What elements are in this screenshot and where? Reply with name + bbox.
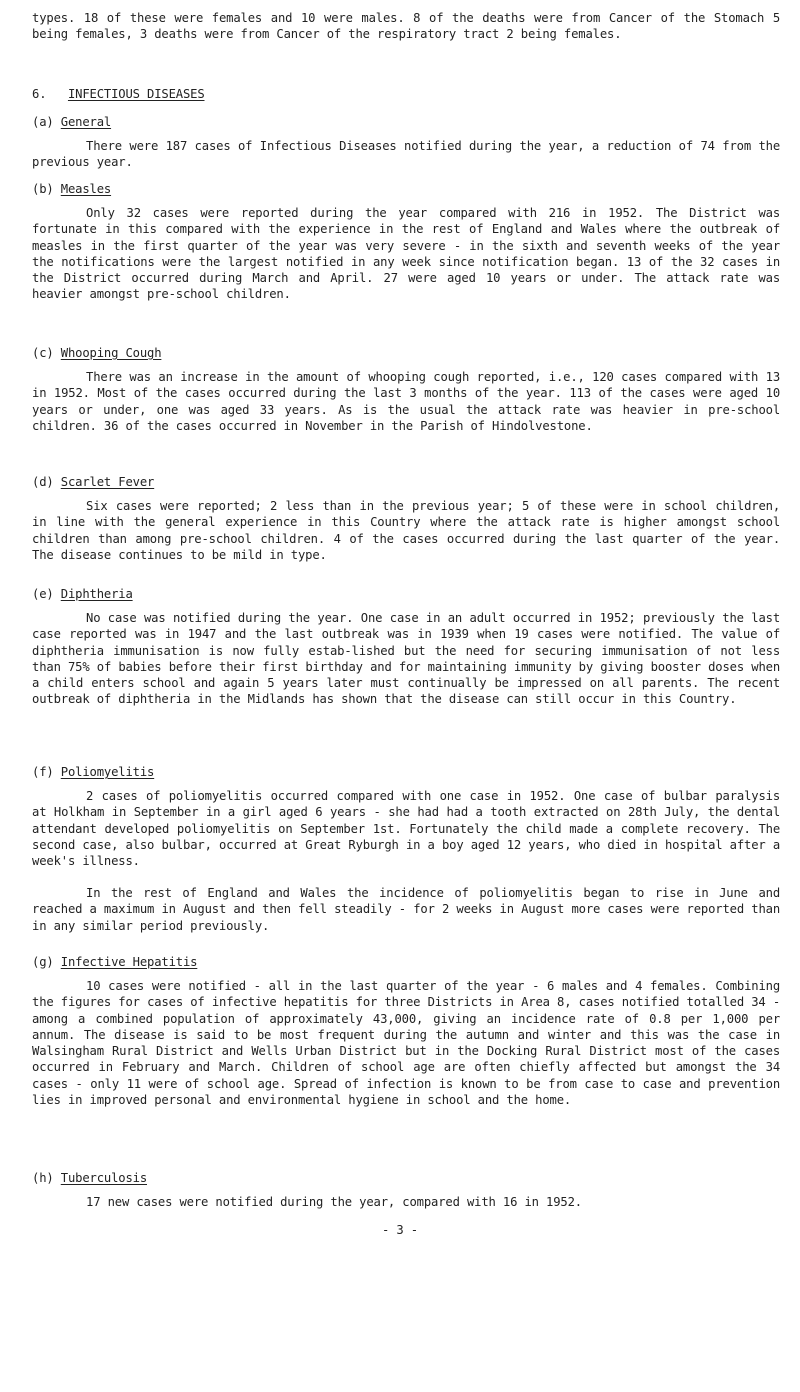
- section-number: 6.: [32, 87, 47, 101]
- diphtheria-paragraph: No case was notified during the year. One case in an adult occurred in 1952; previously the last case reported was in 1947 and the last outbreak was in 1939 when 19 cases were notified. The value of diphtheria immunisation is now fully estab-lished but the need for securing immunisation of not less than 75% of babies before their first birthday and for maintaining immunity by giving booster doses when a child enters school and again 5 years later must continually be impressed on all parents. The recent outbreak of diphtheria in the Midlands has shown that the disease can still occur in this Country.: [32, 611, 780, 707]
- subsection-heading-general: (a) General: [32, 115, 112, 129]
- poliomyelitis-paragraph: 2 cases of poliomyelitis occurred compared with one case in 1952. One case of bulbar paralysis at Holkham in September in a girl aged 6 years - she had had a tooth extracted on 28th July, the dental attendant developed poliomyelitis on September 1st. Fortunately the child made a complete recovery. The second case, also bulbar, occurred at Great Ryburgh in a boy aged 12 years, who died in hospital after a week's illness.: [32, 789, 780, 869]
- subsection-heading-tuberculosis: (h) Tuberculosis: [32, 1171, 147, 1185]
- general-paragraph: There were 187 cases of Infectious Diseases notified during the year, a reduction of 74 from the previous year.: [32, 139, 780, 170]
- section-title: INFECTIOUS DISEASES: [67, 87, 205, 101]
- section-heading: [32, 86, 205, 102]
- subsection-heading-whooping-cough: (c) Whooping Cough: [32, 346, 162, 360]
- infective-hepatitis-paragraph: 10 cases were notified - all in the last quarter of the year - 6 males and 4 females. Combining the figures for cases of infective hepatitis for three Districts in Area 8, cases notified totalled 34 - among a combined population of approximately 43,000, giving an incidence rate of 0.8 per 1,000 per annum. The disease is said to be most frequent during the autumn and winter and this was the case in Walsingham Rural District and Wells Urban District but in the Docking Rural District most of the cases occurred in February and March. Children of school age are often chiefly affected but amongst the 34 cases - only 11 were of school age. Spread of infection is known to be from case to case and prevention lies in improved personal and environmental hygiene in school and the home.: [32, 979, 780, 1108]
- page-number: - 3 -: [382, 1223, 418, 1237]
- subsection-heading-scarlet-fever: (d) Scarlet Fever: [32, 475, 155, 489]
- intro-paragraph: [32, 10, 780, 43]
- scarlet-fever-paragraph: Six cases were reported; 2 less than in the previous year; 5 of these were in school children, in line with the general experience in this Country where the attack rate is higher amongst school children than among pre-school children. 4 of the cases occurred during the last quarter of the year. The disease continues to be mild in type.: [32, 499, 780, 562]
- poliomyelitis-paragraph-2: In the rest of England and Wales the incidence of poliomyelitis began to rise in June and reached a maximum in August and then fell steadily - for 2 weeks in August more cases were reported than in any similar period previously.: [32, 886, 780, 933]
- subsection-heading-measles: (b) Measles: [32, 182, 112, 196]
- subsection-heading-diphtheria: (e) Diphtheria: [32, 587, 133, 601]
- tuberculosis-paragraph: 17 new cases were notified during the year, compared with 16 in 1952.: [86, 1195, 582, 1209]
- subsection-heading-poliomyelitis: (f) Poliomyelitis: [32, 765, 155, 779]
- whooping-cough-paragraph: There was an increase in the amount of whooping cough reported, i.e., 120 cases compared with 13 in 1952. Most of the cases occurred during the last 3 months of the year. 113 of the cases were aged 10 years or under, one was aged 33 years. As is the usual the attack rate was heavier in pre-school children. 36 of the cases occurred in November in the Parish of Hindolvestone.: [32, 370, 780, 433]
- subsection-heading-infective-hepatitis: (g) Infective Hepatitis: [32, 955, 198, 969]
- intro-text: types. 18 of these were females and 10 were males. 8 of the deaths were from Cancer of the Stomach 5 being females, 3 deaths were from Cancer of the respiratory tract 2 being females.: [32, 11, 780, 42]
- measles-paragraph: Only 32 cases were reported during the year compared with 216 in 1952. The District was fortunate in this compared with the experience in the rest of England and Wales where the outbreak of measles in the first quarter of the year was very severe - in the sixth and seventh weeks of the year the notifications were the largest notified in any week since notification began. 13 of the 32 cases in the District occurred during March and April. 27 were aged 10 years or under. The attack rate was heavier amongst pre-school children.: [32, 206, 780, 302]
